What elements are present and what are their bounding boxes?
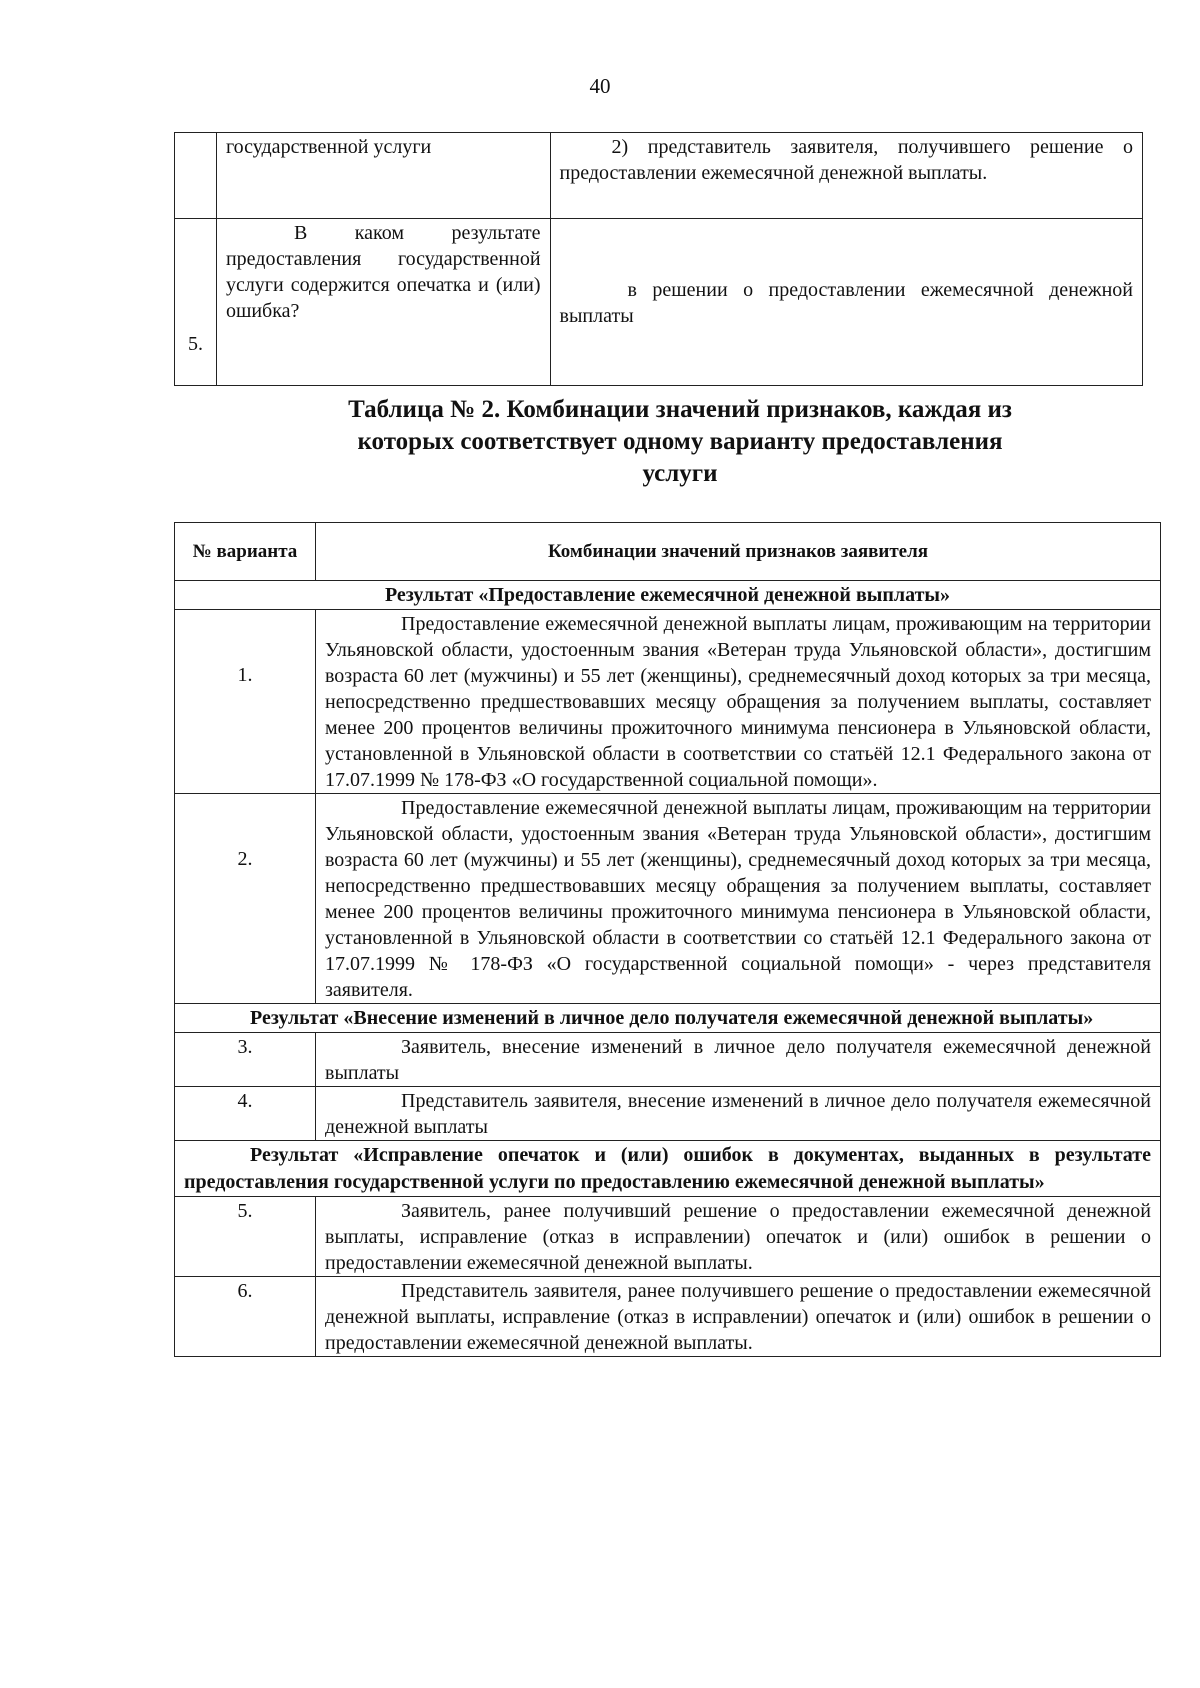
table-header-row xyxy=(175,523,1161,581)
result-row xyxy=(175,581,1161,610)
table-1 xyxy=(174,132,1143,386)
variant-number: 1. xyxy=(175,610,316,794)
table-row xyxy=(175,1087,1161,1141)
variant-number: 2. xyxy=(175,794,316,1004)
variant-text: Заявитель, внесение изменений в личное дело получателя ежемесячной денежной выплаты xyxy=(316,1033,1161,1087)
variant-text: Предоставление ежемесячной денежной выплаты лицам, проживающим на территории Ульяновской области, удостоенным звания «Ветеран труда Ульяновской области», достигшим возраста 60 лет (мужчины) и 55 лет (женщины), среднемесячный доход которых за три месяца, непосредственно предшествовавших месяцу обращения за получением выплаты, составляет менее 200 процентов величины прожиточного минимума пенсионера в Ульяновской области, установленной в Ульяновской области в соответствии со статьёй 12.1 Федерального закона от 17.07.1999 № 178-ФЗ «О государственной социальной помощи» - через представителя заявителя. xyxy=(316,794,1161,1004)
result-heading: Результат «Внесение изменений в личное дело получателя ежемесячной денежной выплаты» xyxy=(175,1004,1161,1033)
table-row xyxy=(175,1277,1161,1357)
result-row xyxy=(175,1141,1161,1197)
variant-number: 5. xyxy=(175,1197,316,1277)
table-2 xyxy=(174,522,1161,1357)
answer-cell: в решении о предоставлении ежемесячной денежной выплаты xyxy=(550,219,1142,386)
answer-cell: 2) представитель заявителя, получившего решение о предоставлении ежемесячной денежной выплаты. xyxy=(550,133,1142,219)
header-variant-number: № варианта xyxy=(175,523,316,581)
result-row xyxy=(175,1004,1161,1033)
row-number: 5. xyxy=(175,219,217,386)
table-row xyxy=(175,1033,1161,1087)
table-row xyxy=(175,1197,1161,1277)
table-2-caption: Таблица № 2. Комбинации значений признаков, каждая из которых соответствует одному варианту предоставления услуги xyxy=(348,396,1012,487)
table-row xyxy=(175,133,1143,219)
variant-text: Заявитель, ранее получивший решение о предоставлении ежемесячной денежной выплаты, исправление (отказ в исправлении) опечаток и (или) ошибок в решении о предоставлении ежемесячной денежной выплаты. xyxy=(316,1197,1161,1277)
variant-text: Представитель заявителя, ранее получившего решение о предоставлении ежемесячной денежной выплаты, исправление (отказ в исправлении) опечаток и (или) ошибок в решении о предоставлении ежемесячной денежной выплаты. xyxy=(316,1277,1161,1357)
variant-text: Представитель заявителя, внесение изменений в личное дело получателя ежемесячной денежной выплаты xyxy=(316,1087,1161,1141)
question-cell: государственной услуги xyxy=(216,133,550,219)
question-cell: В каком результате предоставления государственной услуги содержится опечатка и (или) ошибка? xyxy=(216,219,550,386)
table-row xyxy=(175,610,1161,794)
table-row xyxy=(175,219,1143,386)
table-row xyxy=(175,794,1161,1004)
result-heading: Результат «Предоставление ежемесячной денежной выплаты» xyxy=(175,581,1161,610)
variant-number: 6. xyxy=(175,1277,316,1357)
variant-number: 3. xyxy=(175,1033,316,1087)
row-number xyxy=(175,133,217,219)
result-heading: Результат «Исправление опечаток и (или) ошибок в документах, выданных в результате предоставления государственной услуги по предоставлению ежемесячной денежной выплаты» xyxy=(175,1141,1161,1197)
header-combinations: Комбинации значений признаков заявителя xyxy=(316,523,1161,581)
variant-text: Предоставление ежемесячной денежной выплаты лицам, проживающим на территории Ульяновской области, удостоенным звания «Ветеран труда Ульяновской области», достигшим возраста 60 лет (мужчины) и 55 лет (женщины), среднемесячный доход которых за три месяца, непосредственно предшествовавших месяцу обращения за получением выплаты, составляет менее 200 процентов величины прожиточного минимума пенсионера в Ульяновской области, установленной в Ульяновской области в соответствии со статьёй 12.1 Федерального закона от 17.07.1999 № 178-ФЗ «О государственной социальной помощи». xyxy=(316,610,1161,794)
page-number: 40 xyxy=(589,74,611,98)
variant-number: 4. xyxy=(175,1087,316,1141)
